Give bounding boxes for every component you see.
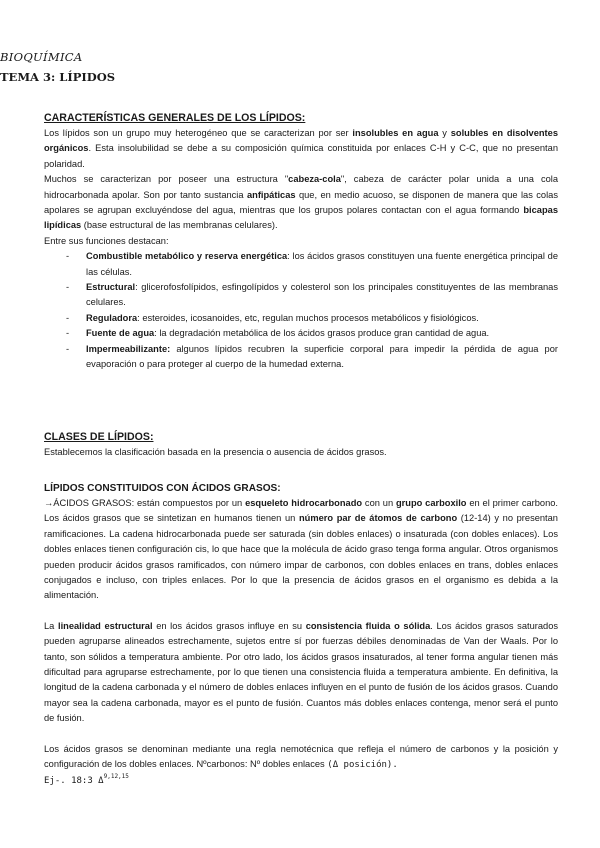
section-heading: CARACTERÍSTICAS GENERALES DE LOS LÍPIDOS: <box>44 112 306 124</box>
section-general-characteristics <box>44 111 558 373</box>
list-item: - Fuente de agua: la degradación metabólica de los ácidos grasos produce gran cantidad de agua. <box>66 328 490 339</box>
paragraph-nomenclature: Los ácidos grasos se denominan mediante una regla nemotécnica que refleja el número de carbonos y la posición y configuración de los dobles enlaces. Nºcarbonos: Nº dobles enlaces (Δ posición). <box>44 743 558 771</box>
list-item: - Estructural: glicerofosfolípidos, esfingolípidos y colesterol son los principales constituyentes de las membranas celulares. <box>66 282 558 308</box>
subject-title: BIOQUÍMICA <box>0 50 83 64</box>
list-item: - Reguladora: esteroides, icosanoides, etc, regulan muchos procesos metabólicos y fisiológicos. <box>66 312 479 323</box>
topic-title: TEMA 3: LÍPIDOS <box>0 70 116 84</box>
section-fatty-acid-lipids <box>44 481 558 789</box>
list-item: - Impermeabilizante: algunos lípidos recubren la superficie corporal para impedir la pérdida de agua por evaporación o para proteger al cuerpo de la humedad externa. <box>66 343 558 370</box>
functions-list <box>44 249 558 372</box>
section-heading: LÍPIDOS CONSTITUIDOS CON ÁCIDOS GRASOS: <box>44 483 281 494</box>
list-item: - Combustible metabólico y reserva energética: los ácidos grasos constituyen una fuente energética principal de las células. <box>66 251 558 277</box>
document-header <box>0 50 600 84</box>
functions-intro: Entre sus funciones destacan: <box>44 235 169 246</box>
classes-intro: Establecemos la clasificación basada en la presencia o ausencia de ácidos grasos. <box>44 447 387 457</box>
paragraph-head-tail: Muchos se caracterizan por poseer una estructura "cabeza-cola", cabeza de carácter polar unida a una cola hidrocarbonada apolar. Son por tanto sustancia anfipáticas que, en medio acuoso, se disponen de manera que las colas apolares se agrupan excluyéndose del agua, mientras que los grupos polares contactan con el agua formando bicapas lipídicas (base estructural de las membranas celulares). <box>44 174 558 231</box>
nomenclature-example: Ej-. 18:3 Δ$^{9,12,15}$ <box>44 772 129 786</box>
paragraph-linearity: La linealidad estructural en los ácidos grasos influye en su consistencia fluida o sólida. Los ácidos grasos saturados pueden agruparse alineados estrechamente, sujetos entre sí por fuerzas débiles denominadas de Van der Waals. Por lo tanto, son sólidos a temperatura ambiente. Por otro lado, los ácidos grasos insaturados, al tener forma angular tienen más dificultad para agruparse estrechamente, por lo que tienen una consistencia fluida a temperatura ambiente. En definitiva, la longitud de la cadena carbonada y el número de dobles enlaces influyen en el punto de fusión de los ácidos grasos. Cuando mayor sea la cadena carbonada, mayor es el punto de fusión. Cuantos más dobles enlaces contenga, menor será el punto de fusión. <box>44 620 559 724</box>
section-lipid-classes <box>44 430 558 460</box>
section-heading: CLASES DE LÍPIDOS: <box>44 431 154 443</box>
paragraph-fatty-acids: →ÁCIDOS GRASOS: están compuestos por un esqueleto hidrocarbonado con un grupo carboxilo en el primer carbono. Los ácidos grasos que se sintetizan en humanos tienen un número par de átomos de carbono (12-14) y no presentan ramificaciones. La cadena hidrocarbonada puede ser saturada (sin dobles enlaces) o insaturada (con dobles enlaces). Los dobles enlaces tienen configuración cis, lo que hace que la molécula de ácido graso tenga forma angular. Otros organismos pueden producir ácidos grasos ramificados, con número impar de carbonos, con dobles enlaces en trans, dobles enlaces conjugados e incluso, con triples enlaces. Por lo que la presencia de ácidos grasos en el organismo es debida a la alimentación. <box>44 498 559 601</box>
paragraph-solubility: Los lípidos son un grupo muy heterogéneo que se caracterizan por ser insolubles en agua y solubles en disolventes orgánicos. Esta insolubilidad se debe a su composición química constituida por enlaces C-H y C-C, que no presentan polaridad. <box>44 128 558 169</box>
